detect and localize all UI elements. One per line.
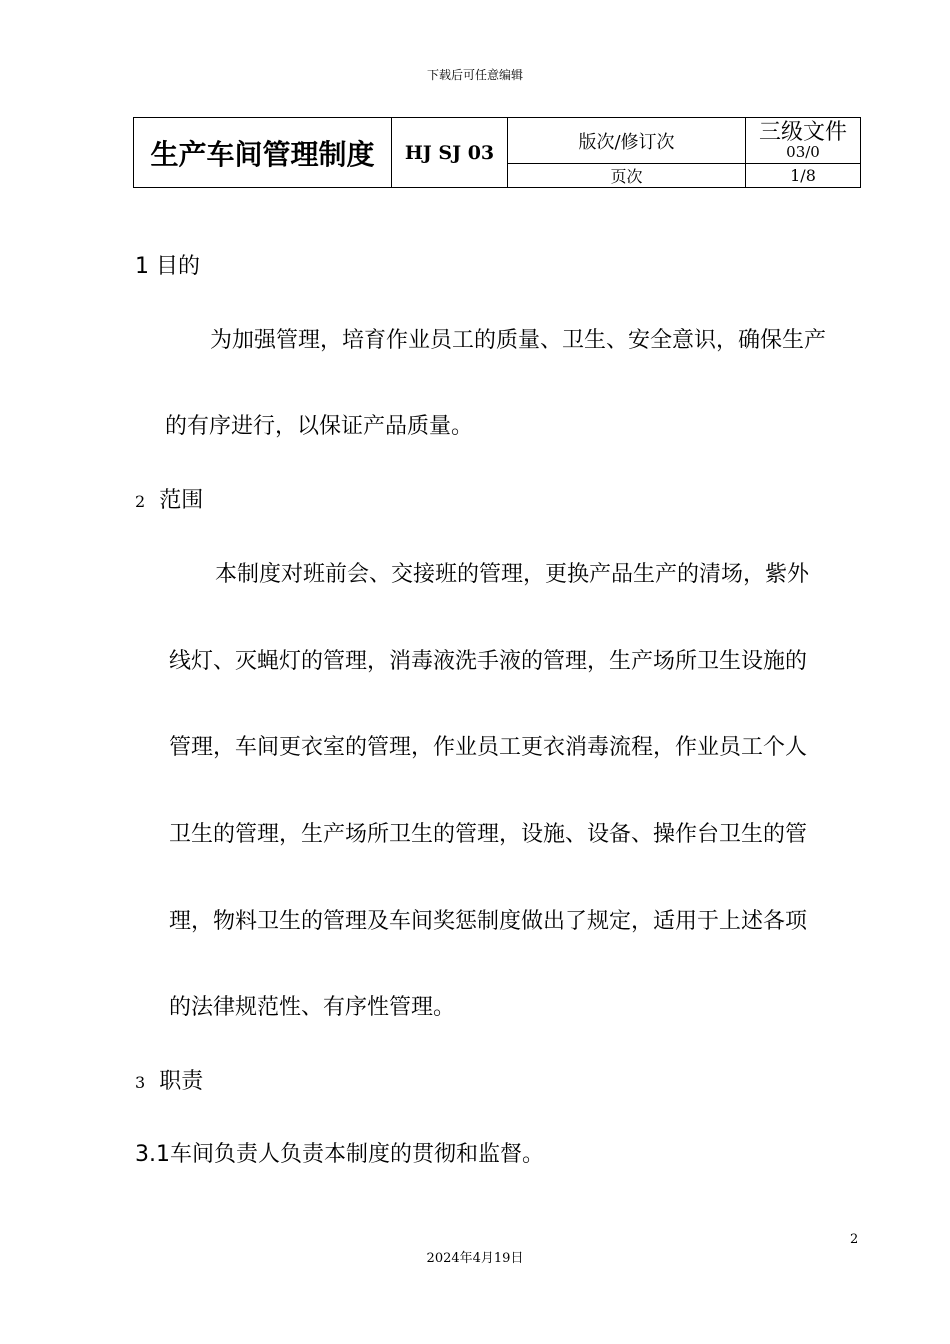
page-label: 页次 [508, 164, 746, 188]
level-version-cell [746, 118, 861, 164]
section-2-heading [135, 483, 203, 514]
document-header-table [133, 117, 861, 188]
section-2-number: 2 [135, 492, 146, 511]
section-3-title: 职责 [159, 1069, 204, 1094]
section-2-line-3: 管理，车间更衣室的管理，作业员工更衣消毒流程，作业员工个人 [169, 735, 808, 760]
header-note: 下载后可任意编辑 [426, 68, 523, 82]
section-2-line-5: 理，物料卫生的管理及车间奖惩制度做出了规定，适用于上述各项 [169, 909, 808, 934]
section-1-line-2: 的有序进行，以保证产品质量。 [165, 414, 474, 439]
page-number: 2 [850, 1232, 859, 1247]
document-level: 三级文件 [758, 119, 847, 145]
page-value: 1/8 [746, 164, 861, 188]
section-1-heading: 1 目的 [135, 254, 200, 279]
section-2-title: 范围 [159, 488, 204, 513]
section-3-heading [135, 1064, 203, 1095]
section-1-line-1: 为加强管理，培育作业员工的质量、卫生、安全意识，确保生产 [210, 328, 827, 353]
version-value: 03/0 [786, 142, 820, 161]
section-2-line-2: 线灯、灭蝇灯的管理，消毒液洗手液的管理，生产场所卫生设施的 [169, 649, 808, 674]
section-2-line-6: 的法律规范性、有序性管理。 [169, 995, 456, 1020]
section-3-number: 3 [135, 1073, 146, 1092]
document-title: 生产车间管理制度 [134, 118, 392, 188]
footer-date: 2024年4月19日 [426, 1251, 524, 1266]
version-label: 版次/修订次 [508, 118, 746, 164]
section-2-line-1: 本制度对班前会、交接班的管理，更换产品生产的清场，紫外 [215, 562, 810, 587]
section-2-line-4: 卫生的管理，生产场所卫生的管理，设施、设备、操作台卫生的管 [169, 822, 808, 847]
section-3-1-text: 3.1车间负责人负责本制度的贯彻和监督。 [135, 1142, 544, 1167]
document-code: HJ SJ 03 [392, 118, 508, 188]
